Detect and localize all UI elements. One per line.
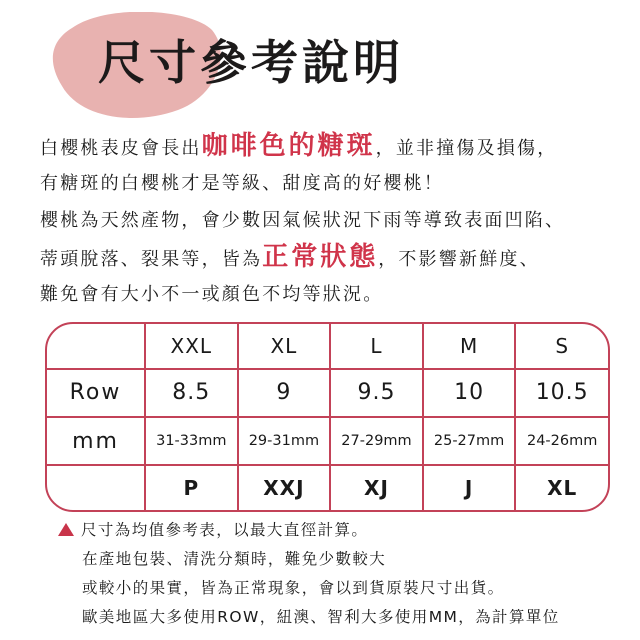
mm-value-row <box>47 417 608 465</box>
intro-text <box>40 128 630 313</box>
row-value-cell: 9.5 <box>330 369 423 417</box>
row-value-row <box>47 369 608 417</box>
intro-line-2: 有糖斑的白櫻桃才是等級、甜度高的好櫻桃！ <box>40 173 444 194</box>
notes <box>58 516 633 632</box>
intro-line-4: 蒂頭脫落、裂果等，皆為正常狀態，不影響新鮮度、 <box>40 242 540 272</box>
grade-code-cell: XXJ <box>238 465 331 510</box>
note-line-2: 在產地包裝、清洗分類時，難免少數較大 <box>82 550 387 568</box>
mm-value-cell: 24-26mm <box>515 417 608 465</box>
grade-code-cell: XL <box>547 476 578 501</box>
note-line-4: 歐美地區大多使用ROW，紐澳、智利大多使用MM，為計算單位 <box>82 608 560 626</box>
size-header-cell: L <box>330 324 423 369</box>
empty-label-cell <box>47 465 145 510</box>
size-header-cell: S <box>515 324 608 369</box>
highlight-normal-state: 正常狀態 <box>262 242 379 272</box>
mm-value-cell: 25-27mm <box>423 417 516 465</box>
grade-code-row <box>47 465 608 510</box>
page-title: 尺寸參考說明 <box>98 36 404 91</box>
grade-code-cell: XJ <box>330 465 423 510</box>
size-table <box>45 322 610 512</box>
row-value-cell: 9 <box>238 369 331 417</box>
mm-label: mm <box>47 417 145 465</box>
grade-code-cell: J <box>423 465 516 510</box>
size-header-cell: XXL <box>145 324 238 369</box>
row-value-cell: 10 <box>423 369 516 417</box>
row-value-cell: 10.5 <box>515 369 608 417</box>
mm-value-cell: 31-33mm <box>145 417 238 465</box>
note-line-1: 尺寸為均值參考表，以最大直徑計算。 <box>58 516 633 545</box>
intro-line-3: 櫻桃為天然產物，會少數因氣候狀況下雨等導致表面凹陷、 <box>40 210 566 231</box>
triangle-bullet-icon <box>58 523 74 536</box>
intro-line-5: 難免會有大小不一或顏色不均等狀況。 <box>40 284 384 305</box>
corner-cell <box>47 324 145 369</box>
intro-line-1: 白櫻桃表皮會長出咖啡色的糖斑，並非撞傷及損傷， <box>40 131 558 161</box>
row-label: Row <box>47 369 145 417</box>
row-value-cell: 8.5 <box>145 369 238 417</box>
grade-code-cell: P <box>145 465 238 510</box>
mm-value-cell: 27-29mm <box>330 417 423 465</box>
highlight-sugar-spots: 咖啡色的糖斑 <box>201 131 376 161</box>
size-header-row <box>47 324 608 369</box>
size-header-cell: M <box>423 324 516 369</box>
note-line-3: 或較小的果實，皆為正常現象，會以到貨原裝尺寸出貨。 <box>82 579 505 597</box>
size-header-cell: XL <box>238 324 331 369</box>
mm-value-cell: 29-31mm <box>238 417 331 465</box>
